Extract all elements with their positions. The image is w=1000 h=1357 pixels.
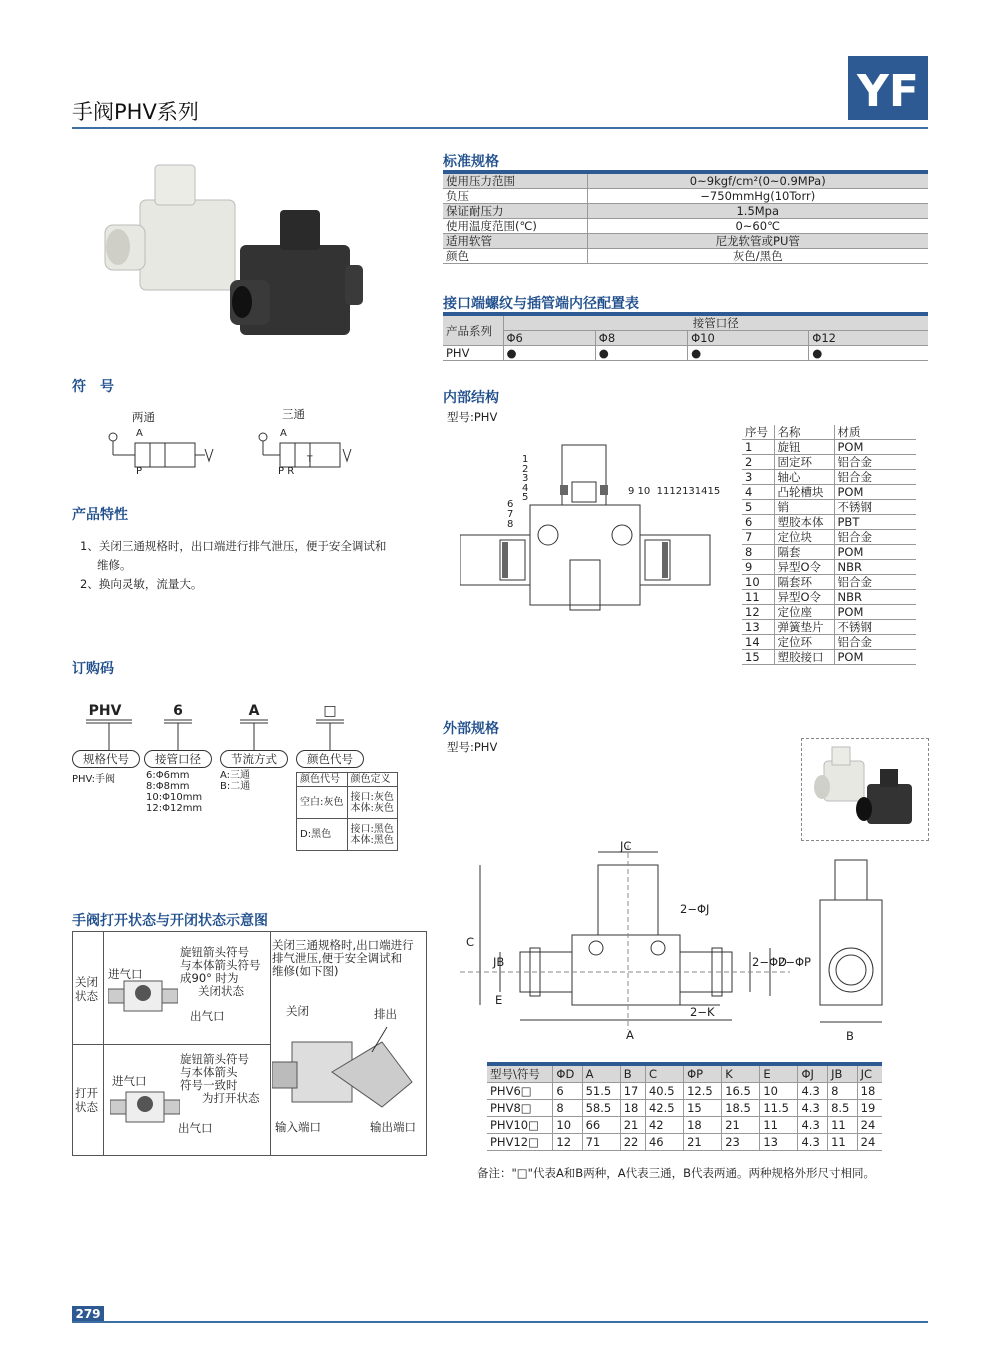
closed-outlet: 出气口: [190, 1009, 225, 1023]
three-way-A: A: [280, 428, 287, 439]
internal-section-drawing: [460, 440, 715, 620]
state-heading: 手阀打开状态与开闭状态示意图: [72, 913, 268, 929]
spec-desc: PHV:手阀: [72, 774, 115, 785]
order-label-color: 颜色代号: [296, 750, 364, 768]
port-config-heading: 接口端螺纹与插管端内径配置表: [443, 296, 639, 312]
size-desc: 6:Φ6mm 8:Φ8mm 10:Φ10mm 12:Φ12mm: [146, 770, 203, 814]
two-way-P: P: [136, 466, 143, 477]
page-number: 279: [72, 1306, 104, 1322]
feature-2: 2、换向灵敏，流量大。: [80, 577, 203, 591]
order-label-spec: 规格代号: [72, 750, 140, 768]
feature-1: 1、关闭三通规格时，出口端进行排气泄压，便于安全调试和: [80, 539, 387, 553]
dim-JC: JC: [620, 839, 632, 853]
closed-desc: 旋钮箭头符号 与本体箭头符号 成90° 时为 关闭状态: [180, 945, 261, 998]
dims-note: 备注："□"代表A和B两种，A代表三通，B代表两通。两种规格外形尺寸相同。: [477, 1166, 875, 1180]
dim-E: E: [495, 993, 503, 1007]
order-code-size: 6: [173, 703, 183, 719]
output-port: 输出端口: [370, 1120, 416, 1134]
three-way-PR: P R: [278, 466, 295, 477]
features-heading: 产品特性: [72, 507, 128, 523]
open-state-label: 打开状态: [75, 1086, 98, 1114]
svg-text:YF: YF: [857, 66, 919, 117]
dim-A: A: [626, 1028, 634, 1042]
flow-desc: A:三通 B:二通: [220, 770, 251, 792]
internal-heading: 内部结构: [443, 390, 499, 406]
order-code-spec: PHV: [88, 703, 122, 719]
callouts-left-2: 6 7 8: [507, 499, 514, 530]
two-way-A: A: [136, 428, 143, 439]
external-photo: [801, 738, 929, 841]
color-code-table: 颜色代号 颜色定义 空白:灰色 接口:灰色 本体:灰色 D:黑色 接口:黑色 本体:黑色: [296, 772, 398, 851]
callouts-right: 9 10 1112131415: [628, 486, 721, 497]
internal-model: 型号:PHV: [447, 410, 498, 424]
dim-B: B: [846, 1029, 854, 1043]
three-way-note: 关闭三通规格时,出口端进行 排气泄压,便于安全调试和 维修(如下图): [272, 938, 414, 978]
standard-spec-heading: 标准规格: [443, 154, 499, 170]
close-word: 关闭: [286, 1004, 309, 1018]
open-valve-sketch: [110, 1086, 180, 1126]
port-config-table: 产品系列 接管口径 Φ6 Φ8 Φ10 Φ12 PHV ● ● ● ●: [443, 316, 928, 361]
order-code-flow: A: [248, 703, 260, 719]
exhaust-word: 排出: [374, 1007, 397, 1021]
page-title: 手阀PHV系列: [72, 100, 199, 124]
parts-table: 序号 名称 材质 1 旋钮 POM 2 固定环 铝合金 3 轴心 铝合金 4 凸轮槽块 POM 5 销 不锈钢 6 塑胶本体 PBT 7 定位块 铝合金 8 隔套 POM 9 异型O令 NBR 10 隔套环 铝合金 11 异型O令 NBR 12 定位座 POM 13 弹簧垫片 不锈钢 14 定位环 铝合金 15 塑胶接口 POM: [742, 425, 916, 665]
order-code-color: □: [323, 703, 337, 719]
external-heading: 外部规格: [443, 721, 499, 737]
callouts-left: 1 2 3 4 5: [522, 454, 529, 503]
feature-1b: 维修。: [97, 558, 132, 572]
three-way-label: 三通: [282, 407, 305, 421]
closed-valve-sketch: [108, 975, 178, 1015]
closed-state-label: 关闭状态: [75, 975, 98, 1003]
closed-inlet: 进气口: [108, 967, 143, 981]
symbol-heading: 符 号: [72, 379, 114, 395]
product-photo: [100, 150, 370, 340]
external-dimension-drawing: [460, 840, 900, 1045]
order-connectors: [72, 718, 402, 750]
order-label-size: 接管口径: [144, 750, 212, 768]
dim-phiP: 2−ΦP: [778, 955, 811, 969]
exhaust-sketch: [272, 1022, 422, 1112]
brand-logo: [848, 56, 928, 120]
dim-phiD: 2−ΦD: [752, 955, 787, 969]
dim-C: C: [466, 935, 475, 949]
open-outlet: 出气口: [178, 1121, 213, 1135]
open-inlet: 进气口: [112, 1074, 147, 1088]
external-model: 型号:PHV: [447, 740, 498, 754]
order-heading: 订购码: [72, 661, 114, 677]
dim-phiJ: 2−ΦJ: [680, 902, 710, 916]
two-way-label: 两通: [132, 410, 155, 424]
footer-rule: [72, 1321, 928, 1323]
dim-JB: JB: [493, 955, 505, 969]
header-rule: [72, 127, 928, 129]
three-way-T: T: [307, 455, 313, 465]
open-desc: 旋钮箭头符号 与本体箭头 符号一致时 为打开状态: [180, 1052, 260, 1105]
standard-spec-table: 使用压力范围 0~9kgf/cm²(0~0.9MPa) 负压 −750mmHg(10Torr) 保证耐压力 1.5Mpa 使用温度范围(℃) 0~60℃ 适用软管 尼龙软管或PU管 颜色 灰色/黑色: [443, 174, 928, 264]
dim-K: 2−K: [690, 1005, 715, 1019]
order-label-flow: 节流方式: [220, 750, 288, 768]
dims-table: 型号\符号 ΦD A B C ΦP K E ΦJ JB JC PHV6□ 6 51.5 17 40.5 12.5 16.5 10 4.3 8 18 PHV8□ 8 58.5 18 42.5 15 18.5 11.5 4.3 8.5 19 PHV10□ 10 66 21 42 18 21 11 4.3 11 24 PHV12□ 12 71 22 46 21 23 13 4.3 11 24: [487, 1066, 882, 1151]
input-port: 输入端口: [275, 1120, 321, 1134]
